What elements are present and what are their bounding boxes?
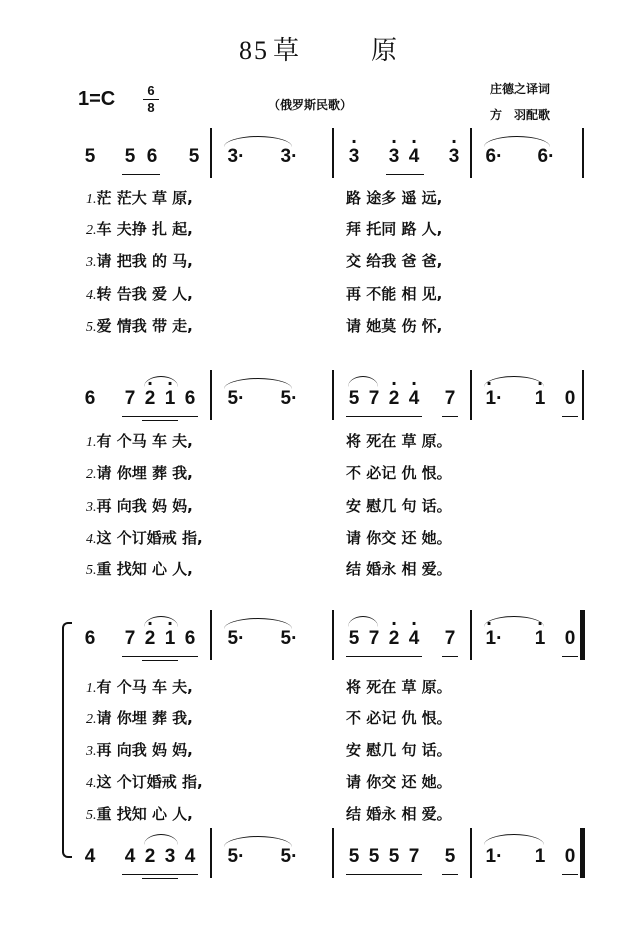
- note: 7: [368, 628, 380, 649]
- meter-top: 6: [147, 83, 155, 98]
- bar-line: [210, 828, 212, 878]
- verse-line: [86, 462, 193, 483]
- note: 3·: [280, 146, 298, 167]
- high-octave-dot: ·: [537, 374, 544, 393]
- verse-line-b: 交 给我 爸 爸,: [346, 252, 443, 270]
- verse-line-b: 请 你交 还 她。: [346, 529, 452, 547]
- note: 6: [84, 628, 96, 649]
- note: 2: [144, 846, 156, 867]
- verse-number: 3.: [86, 255, 97, 270]
- high-octave-dot: ·: [411, 374, 418, 393]
- verse-line: [86, 430, 193, 451]
- note: 5: [84, 146, 96, 167]
- high-octave-dot: ·: [411, 132, 418, 151]
- note: 6: [184, 388, 196, 409]
- note: 4: [408, 388, 420, 409]
- eighth-underline: [562, 656, 578, 657]
- note: 1: [534, 628, 546, 649]
- verse-line-b: 不 必记 仇 恨。: [346, 464, 452, 482]
- note: 3: [448, 146, 460, 167]
- note: 1·: [485, 846, 503, 867]
- song-number: 85: [238, 36, 269, 65]
- verse-number: 1.: [86, 435, 97, 450]
- verse-line-b: 不 必记 仇 恨。: [346, 709, 452, 727]
- note: 6: [184, 628, 196, 649]
- note: 2: [144, 628, 156, 649]
- bar-line: [470, 370, 472, 420]
- lyric-text: 请 你埋 葬 我,: [96, 709, 193, 727]
- lyric-text: 爱 情我 带 走,: [96, 317, 193, 335]
- lyric-text: 这 个订婚戒 指,: [96, 773, 203, 791]
- note: 4: [124, 846, 136, 867]
- verse-line: [86, 558, 193, 579]
- slur: [484, 136, 550, 147]
- lyrics-credit: 庄德之译词: [490, 82, 551, 96]
- note: 6: [84, 388, 96, 409]
- high-octave-dot: ·: [391, 132, 398, 151]
- note: 2: [388, 628, 400, 649]
- high-octave-dot: ·: [351, 132, 358, 151]
- note: 1·: [485, 628, 503, 649]
- verse-line-b: 结 婚永 相 爱。: [346, 560, 452, 578]
- note: 5: [368, 846, 380, 867]
- note: 1: [534, 846, 546, 867]
- eighth-underline: [122, 174, 160, 175]
- verse-line: [86, 676, 193, 697]
- verse-line: [86, 803, 193, 824]
- note: 4: [184, 846, 196, 867]
- note: 4: [84, 846, 96, 867]
- verse-number: 3.: [86, 744, 97, 759]
- system-3-upper-notes: [70, 614, 590, 656]
- eighth-underline: [346, 874, 422, 875]
- verse-line: [86, 250, 193, 271]
- note: 0: [564, 388, 576, 409]
- lyric-text: 请 把我 的 马,: [96, 252, 193, 270]
- song-origin: （俄罗斯民歌）: [268, 98, 353, 112]
- lyric-text: 茫 茫大 草 原,: [96, 189, 193, 207]
- bar-line: [470, 610, 472, 660]
- eighth-underline: [442, 656, 458, 657]
- slur: [144, 834, 178, 845]
- music-credit: 方 羽配歌: [490, 108, 551, 122]
- verse-line: [86, 218, 193, 239]
- verse-number: 2.: [86, 712, 97, 727]
- eighth-underline: [346, 656, 422, 657]
- note: 2: [388, 388, 400, 409]
- slur: [484, 376, 544, 387]
- note: 5: [124, 146, 136, 167]
- eighth-underline: [122, 656, 198, 657]
- high-octave-dot: ·: [451, 132, 458, 151]
- note: 6·: [485, 146, 503, 167]
- slur: [224, 378, 292, 389]
- song-title: [0, 30, 638, 67]
- bar-line: [332, 370, 334, 420]
- high-octave-dot: ·: [537, 614, 544, 633]
- system-bracket: [62, 622, 72, 858]
- bar-line: [332, 610, 334, 660]
- verse-line-b: 请 你交 还 她。: [346, 773, 452, 791]
- high-octave-dot: ·: [391, 374, 398, 393]
- bar-line: [210, 370, 212, 420]
- key-signature: 1=C: [78, 88, 116, 110]
- note: 7: [444, 388, 456, 409]
- verse-line-b: 将 死在 草 原。: [346, 678, 452, 696]
- verse-number: 4.: [86, 532, 97, 547]
- note: 0: [564, 846, 576, 867]
- note: 5: [348, 388, 360, 409]
- verse-line-b: 安 慰几 句 话。: [346, 497, 452, 515]
- verse-number: 1.: [86, 192, 97, 207]
- time-signature: [143, 84, 159, 115]
- eighth-underline: [562, 874, 578, 875]
- note: 5·: [280, 846, 298, 867]
- slur: [224, 136, 292, 147]
- sixteenth-underline: [142, 878, 178, 879]
- verse-line-b: 再 不能 相 见,: [346, 285, 443, 303]
- note: 2: [144, 388, 156, 409]
- lyric-text: 转 告我 爱 人,: [96, 285, 193, 303]
- note: 5·: [227, 388, 245, 409]
- verse-line: [86, 283, 193, 304]
- note: 3: [388, 146, 400, 167]
- verse-number: 5.: [86, 320, 97, 335]
- verse-line-b: 安 慰几 句 话。: [346, 741, 452, 759]
- note: 1: [164, 628, 176, 649]
- verse-number: 5.: [86, 808, 97, 823]
- system-1-notes: [70, 132, 590, 174]
- lyric-text: 再 向我 妈 妈,: [96, 497, 193, 515]
- eighth-underline: [442, 416, 458, 417]
- note: 5·: [280, 628, 298, 649]
- high-octave-dot: ·: [147, 614, 154, 633]
- eighth-underline: [122, 874, 198, 875]
- bar-line: [470, 128, 472, 178]
- system-3-lower-notes: [70, 846, 590, 874]
- end-bar-line: [580, 828, 585, 878]
- eighth-underline: [442, 874, 458, 875]
- verse-number: 2.: [86, 467, 97, 482]
- bar-line: [470, 828, 472, 878]
- note: 5: [348, 628, 360, 649]
- note: 1·: [485, 388, 503, 409]
- note: 5: [444, 846, 456, 867]
- note: 5: [188, 146, 200, 167]
- verse-line: [86, 771, 203, 792]
- lyric-text: 有 个马 车 夫,: [96, 678, 193, 696]
- bar-line: [582, 370, 584, 420]
- bar-line: [332, 828, 334, 878]
- note: 1: [164, 388, 176, 409]
- note: 4: [408, 146, 420, 167]
- high-octave-dot: ·: [167, 614, 174, 633]
- note: 1: [534, 388, 546, 409]
- slur: [348, 376, 378, 387]
- high-octave-dot: ·: [486, 614, 493, 633]
- lyric-text: 有 个马 车 夫,: [96, 432, 193, 450]
- sixteenth-underline: [142, 660, 178, 661]
- verse-line: [86, 739, 193, 760]
- verse-line-b: 拜 托同 路 人,: [346, 220, 443, 238]
- end-bar-line: [580, 610, 585, 660]
- high-octave-dot: ·: [486, 374, 493, 393]
- eighth-underline: [346, 416, 422, 417]
- lyric-text: 再 向我 妈 妈,: [96, 741, 193, 759]
- note: 5·: [227, 846, 245, 867]
- lyric-text: 重 找知 心 人,: [96, 560, 193, 578]
- verse-line: [86, 495, 193, 516]
- bar-line: [582, 128, 584, 178]
- verse-line-b: 请 她莫 伤 怀,: [346, 317, 443, 335]
- title-char-1: 草: [272, 36, 301, 66]
- high-octave-dot: ·: [147, 374, 154, 393]
- note: 6·: [537, 146, 555, 167]
- verse-line: [86, 187, 193, 208]
- lyric-text: 重 找知 心 人,: [96, 805, 193, 823]
- title-char-2: 原: [371, 36, 400, 66]
- verse-line: [86, 527, 203, 548]
- slur: [224, 836, 292, 847]
- verse-number: 4.: [86, 776, 97, 791]
- verse-number: 5.: [86, 563, 97, 578]
- high-octave-dot: ·: [411, 614, 418, 633]
- system-2-notes: [70, 374, 590, 416]
- slur: [224, 618, 292, 629]
- bar-line: [210, 610, 212, 660]
- bar-line: [210, 128, 212, 178]
- note: 3: [348, 146, 360, 167]
- eighth-underline: [562, 416, 578, 417]
- note: 7: [408, 846, 420, 867]
- verse-line-b: 路 途多 遥 远,: [346, 189, 443, 207]
- bar-line: [332, 128, 334, 178]
- note: 4: [408, 628, 420, 649]
- slur: [484, 834, 544, 845]
- verse-number: 4.: [86, 288, 97, 303]
- verse-number: 1.: [86, 681, 97, 696]
- verse-line: [86, 315, 193, 336]
- note: 7: [124, 388, 136, 409]
- lyric-text: 车 夫挣 扎 起,: [96, 220, 193, 238]
- note: 0: [564, 628, 576, 649]
- note: 3·: [227, 146, 245, 167]
- note: 5·: [280, 388, 298, 409]
- verse-number: 3.: [86, 500, 97, 515]
- slur: [484, 616, 544, 627]
- note: 6: [146, 146, 158, 167]
- verse-line-b: 将 死在 草 原。: [346, 432, 452, 450]
- note: 3: [164, 846, 176, 867]
- eighth-underline: [122, 416, 198, 417]
- verse-line-b: 结 婚永 相 爱。: [346, 805, 452, 823]
- meter-bottom: 8: [147, 100, 155, 115]
- high-octave-dot: ·: [391, 614, 398, 633]
- note: 7: [124, 628, 136, 649]
- verse-line: [86, 707, 193, 728]
- note: 5: [388, 846, 400, 867]
- note: 5·: [227, 628, 245, 649]
- sixteenth-underline: [142, 420, 178, 421]
- verse-number: 2.: [86, 223, 97, 238]
- note: 7: [368, 388, 380, 409]
- note: 5: [348, 846, 360, 867]
- high-octave-dot: ·: [167, 374, 174, 393]
- lyric-text: 请 你埋 葬 我,: [96, 464, 193, 482]
- note: 7: [444, 628, 456, 649]
- lyric-text: 这 个订婚戒 指,: [96, 529, 203, 547]
- eighth-underline: [386, 174, 424, 175]
- slur: [348, 616, 378, 627]
